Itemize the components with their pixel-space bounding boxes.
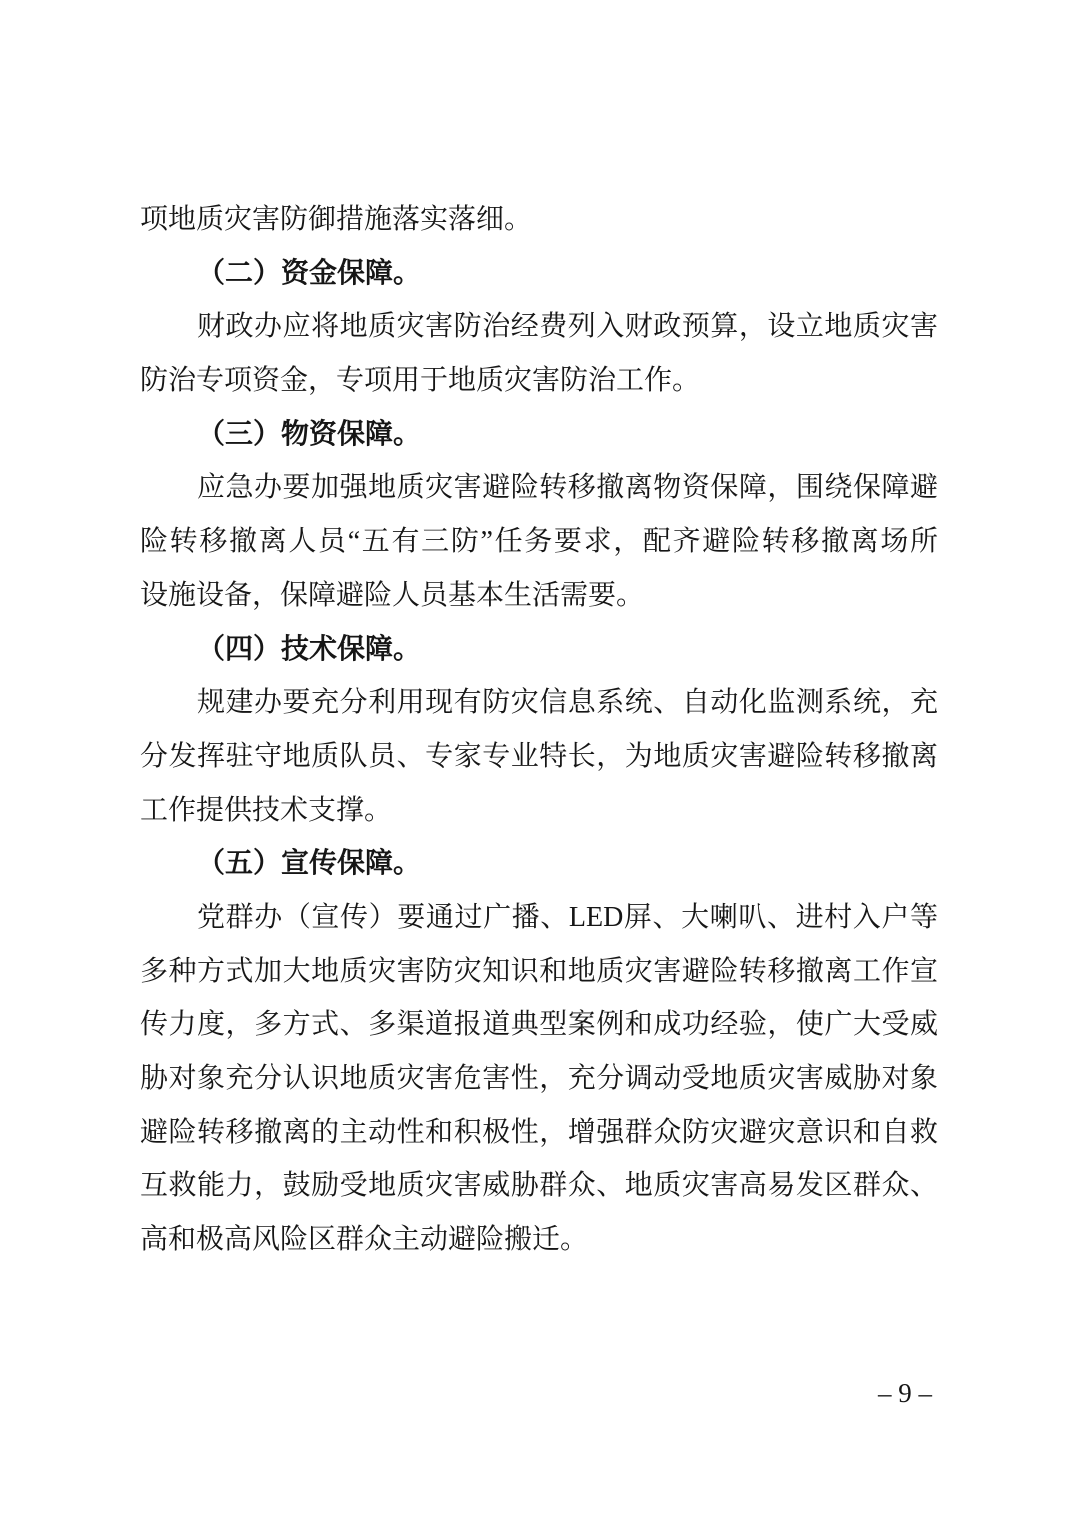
text-line: 规建办要充分利用现有防灾信息系统、自动化监测系统，充 xyxy=(197,687,938,719)
text-line: 互救能力，鼓励受地质灾害威胁群众、地质灾害高易发区群众、 xyxy=(140,1170,938,1202)
section-heading: （三）物资保障。 xyxy=(197,418,422,450)
document-body xyxy=(140,193,938,1267)
section-heading: （五）宣传保障。 xyxy=(197,848,422,880)
text-line: 财政办应将地质灾害防治经费列入财政预算，设立地质灾害 xyxy=(197,311,938,343)
text-line: 高和极高风险区群众主动避险搬迁。 xyxy=(140,1224,589,1256)
text-line: 应急办要加强地质灾害避险转移撤离物资保障，围绕保障避 xyxy=(197,472,938,504)
text-line: 避险转移撤离的主动性和积极性，增强群众防灾避灾意识和自救 xyxy=(140,1116,938,1148)
text-line: 设施设备，保障避险人员基本生活需要。 xyxy=(140,579,645,611)
section-heading: （二）资金保障。 xyxy=(197,257,422,289)
section-heading: （四）技术保障。 xyxy=(197,633,422,665)
text-line: 工作提供技术支撑。 xyxy=(140,794,393,826)
text-line: 分发挥驻守地质队员、专家专业特长，为地质灾害避险转移撤离 xyxy=(140,740,938,772)
text-line: 传力度，多方式、多渠道报道典型案例和成功经验，使广大受威 xyxy=(140,1009,938,1041)
text-line: 防治专项资金，专项用于地质灾害防治工作。 xyxy=(140,365,701,397)
text-line: 党群办（宣传）要通过广播、LED屏、大喇叭、进村入户等 xyxy=(197,901,938,933)
text-line: 胁对象充分认识地质灾害危害性，充分调动受地质灾害威胁对象 xyxy=(140,1063,938,1094)
text-line: 险转移撤离人员“五有三防”任务要求，配齐避险转移撤离场所 xyxy=(140,526,938,558)
text-line: 项地质灾害防御措施落实落细。 xyxy=(140,204,533,235)
page-number: – 9 – xyxy=(878,1378,932,1408)
text-line: 多种方式加大地质灾害防灾知识和地质灾害避险转移撤离工作宣 xyxy=(140,955,938,987)
